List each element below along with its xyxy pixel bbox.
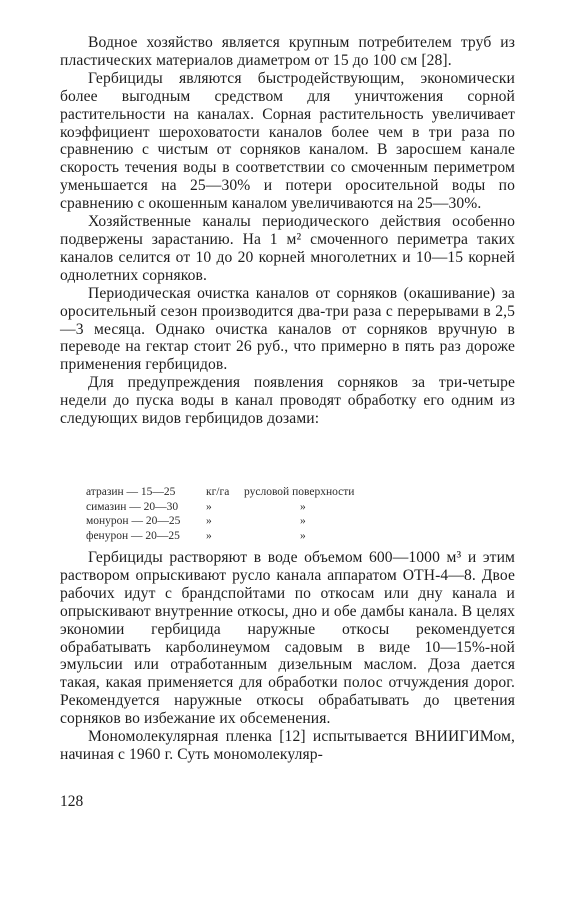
dose-unit: кг/га (206, 486, 230, 498)
herbicide-name: атразин — 15—25 (86, 486, 176, 498)
dose-unit: » (206, 529, 212, 542)
paragraph-manual-cleaning: Периодическая очистка каналов от сорняков (окашивание) за оросительный сезон производится два-три раза с перерывами в 2,5—3 месяца. Однако очистка каналов от сорняков вручную в переводе на гектар стоит 26 руб., что примерно в пять раз дороже применения гербицидов. (60, 284, 515, 374)
paragraph-herbicides-intro: Гербициды являются быстродействующим, экономически более выгодным средством для уничтожения сорной растительности на каналах. Сорная растительность увеличивает коэффициент шероховатости каналов более чем в три раза по сравнению с чистым от сорняков каналом. В заросшем канале скорость течения воды в соответствии со смоченным периметром уменьшается на 25—30% и потери оросительной воды по сравнению с окошенным каналом увеличиваются на 25—30%. (60, 69, 515, 213)
herbicide-dosage-list (86, 485, 386, 543)
dose-unit: » (206, 500, 212, 513)
text-block-top (60, 34, 515, 428)
page-number: 128 (60, 793, 84, 810)
text-block-bottom (60, 549, 515, 764)
dose-unit: » (206, 515, 212, 528)
dosage-row (86, 514, 386, 529)
herbicide-name: фенурон — 20—25 (86, 529, 180, 542)
paragraph-monomolecular-film: Мономолекулярная пленка [12] испытывается ВНИИГИМом, начиная с 1960 г. Суть мономолекуляр- (60, 728, 515, 763)
application-place: » (300, 500, 306, 513)
paragraph-water-pipes: Водное хозяйство является крупным потребителем труб из пластических материалов диаметром от 15 до 100 см [28]. (60, 34, 515, 69)
dosage-row (86, 529, 386, 544)
herbicide-name: монурон — 20—25 (86, 515, 181, 528)
herbicide-name: симазин — 20—30 (86, 500, 179, 513)
application-place: » (300, 529, 306, 542)
application-place: » (300, 515, 306, 528)
application-place: русловой поверхности (244, 486, 355, 498)
dosage-row (86, 500, 386, 515)
dosage-row (86, 485, 386, 500)
paragraph-spraying: Гербициды растворяют в воде объемом 600—1000 м³ и этим раствором опрыскивают русло канала аппаратом ОТН-4—8. Двое рабочих идут с брандспойтами по откосам или дну канала и опрыскивают внутренние откосы, дно и обе дамбы канала. В целях экономии гербицида наружные откосы рекомендуется обрабатывать карболинеумом садовым в виде 10—15%-ной эмульсии или отработанным дизельным маслом. Доза дается такая, какая применяется для обработки полос отчуждения дорог. Рекомендуется наружные откосы обрабатывать до цветения сорняков во избежание их обсеменения. (60, 549, 515, 728)
paragraph-periodic-canals: Хозяйственные каналы периодического действия особенно подвержены зарастанию. На 1 м² смоченного периметра таких каналов селится от 10 до 20 корней многолетних и 10—15 корней однолетних сорняков. (60, 213, 515, 284)
paragraph-prevention: Для предупреждения появления сорняков за три-четыре недели до пуска воды в канал проводят обработку его одним из следующих видов гербицидов дозами: (60, 374, 515, 428)
